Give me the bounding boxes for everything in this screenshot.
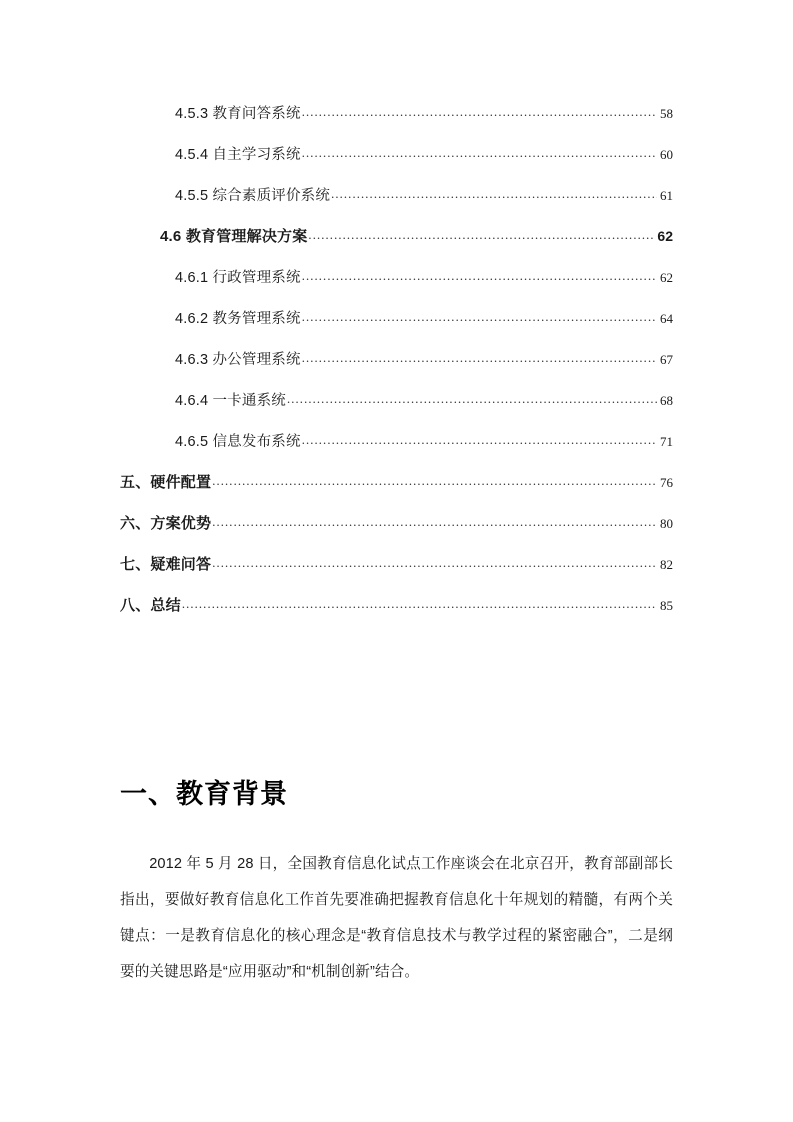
toc-leader-dots bbox=[302, 350, 657, 365]
toc-entry-page-number: 61 bbox=[660, 188, 673, 203]
toc-leader-dots bbox=[302, 432, 657, 447]
toc-leader-dots bbox=[331, 186, 657, 201]
toc-leader-dots bbox=[302, 309, 657, 324]
toc-entry-label: 六、方案优势 bbox=[120, 515, 212, 532]
toc-entry-label: 4.5.4 自主学习系统 bbox=[175, 147, 301, 163]
toc-leader-dots bbox=[212, 514, 657, 529]
toc-entry-label: 4.6.1 行政管理系统 bbox=[175, 270, 301, 286]
toc-entry-label: 4.5.5 综合素质评价系统 bbox=[175, 188, 331, 204]
section-heading: 一、教育背景 bbox=[120, 779, 288, 809]
toc-entry-page-number: 64 bbox=[660, 311, 673, 326]
toc-entry[interactable] bbox=[120, 348, 673, 389]
toc-leader-dots bbox=[302, 145, 657, 160]
toc-entry[interactable] bbox=[120, 553, 673, 594]
toc-entry[interactable] bbox=[120, 266, 673, 307]
toc-entry-page-number: 85 bbox=[660, 598, 673, 613]
toc-leader-dots bbox=[308, 227, 654, 242]
toc-entry-label: 4.6 教育管理解决方案 bbox=[160, 228, 308, 245]
toc-entry[interactable] bbox=[120, 143, 673, 184]
toc-entry-label: 4.6.5 信息发布系统 bbox=[175, 434, 301, 450]
toc-entry-page-number: 60 bbox=[660, 147, 673, 162]
toc-entry-page-number: 68 bbox=[660, 393, 673, 408]
toc-entry-page-number: 67 bbox=[660, 352, 673, 367]
toc-entry-page-number: 62 bbox=[657, 228, 673, 244]
toc-entry[interactable] bbox=[120, 225, 673, 266]
toc-leader-dots bbox=[212, 555, 657, 570]
toc-entry-label: 七、疑难问答 bbox=[120, 556, 212, 573]
toc-entry-page-number: 76 bbox=[660, 475, 673, 490]
toc-entry-label: 4.6.2 教务管理系统 bbox=[175, 311, 301, 327]
toc-entry-page-number: 71 bbox=[660, 434, 673, 449]
toc-entry-page-number: 82 bbox=[660, 557, 673, 572]
toc-entry-page-number: 80 bbox=[660, 516, 673, 531]
table-of-contents bbox=[120, 102, 673, 635]
toc-entry-label: 4.5.3 教育问答系统 bbox=[175, 106, 301, 122]
toc-leader-dots bbox=[182, 596, 657, 611]
toc-entry[interactable] bbox=[120, 471, 673, 512]
toc-entry[interactable] bbox=[120, 389, 673, 430]
toc-entry[interactable] bbox=[120, 512, 673, 553]
toc-entry[interactable] bbox=[120, 594, 673, 635]
toc-leader-dots bbox=[302, 268, 657, 283]
toc-leader-dots bbox=[302, 104, 657, 119]
toc-entry-label: 八、总结 bbox=[120, 597, 181, 614]
toc-entry[interactable] bbox=[120, 430, 673, 471]
toc-entry-label: 4.6.4 一卡通系统 bbox=[175, 393, 286, 409]
toc-entry-label: 五、硬件配置 bbox=[120, 474, 212, 491]
section-body-paragraph: 2012 年 5 月 28 日，全国教育信息化试点工作座谈会在北京召开，教育部副部长指出，要做好教育信息化工作首先要准确把握教育信息化十年规划的精髓，有两个关键点：一是教育信息化的核心理念是“教育信息技术与教学过程的紧密融合”，二是纲要的关键思路是“应用驱动”和“机制创新”结合。 bbox=[120, 856, 673, 980]
toc-entry[interactable] bbox=[120, 307, 673, 348]
toc-entry-page-number: 58 bbox=[660, 106, 673, 121]
toc-leader-dots bbox=[287, 391, 657, 406]
toc-entry[interactable] bbox=[120, 184, 673, 225]
toc-leader-dots bbox=[212, 473, 657, 488]
toc-entry-label: 4.6.3 办公管理系统 bbox=[175, 352, 301, 368]
toc-entry-page-number: 62 bbox=[660, 270, 673, 285]
toc-entry[interactable] bbox=[120, 102, 673, 143]
